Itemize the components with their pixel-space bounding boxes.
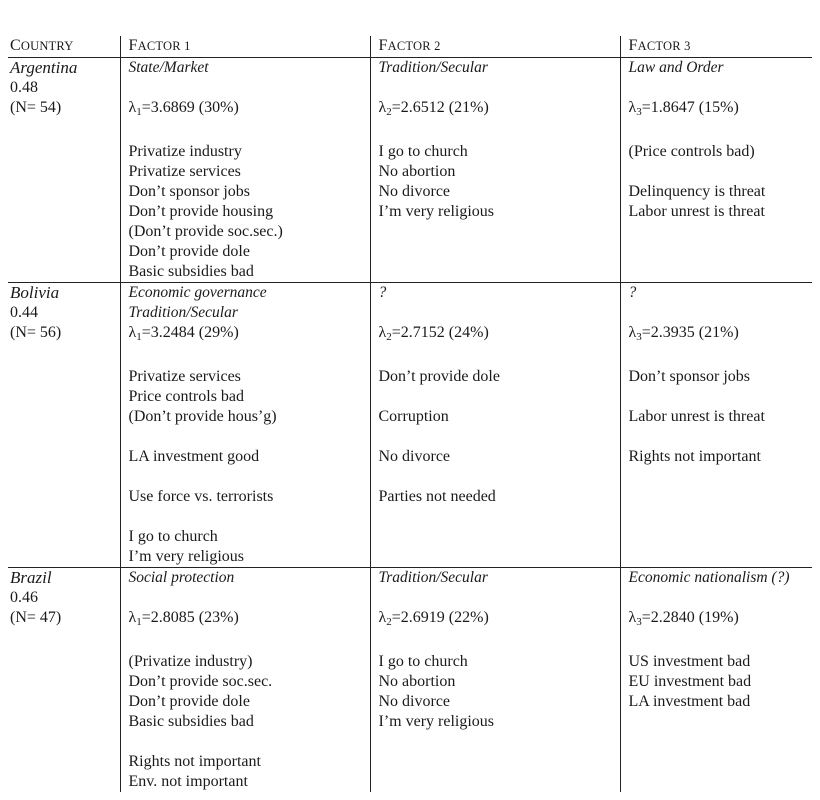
factor-item: Don’t sponsor jobs	[628, 368, 750, 385]
spacer	[129, 507, 370, 527]
factor-item: Use force vs. terrorists	[128, 488, 274, 505]
spacer	[629, 387, 813, 407]
factor-item: I go to church	[378, 143, 468, 160]
country-name: Brazil	[10, 568, 52, 587]
spacer	[129, 732, 370, 752]
factor-item: Don’t sponsor jobs	[128, 183, 250, 200]
factor-label: ?	[628, 284, 637, 301]
eigenvalue	[379, 608, 620, 632]
factor-item: Env. not important	[128, 773, 248, 790]
factor-item: Don’t provide dole	[128, 243, 250, 260]
spacer	[379, 467, 620, 487]
factor-item: I go to church	[128, 528, 218, 545]
factor-item: US investment bad	[628, 653, 751, 670]
factor-item: LA investment good	[128, 448, 260, 465]
country-name: Bolivia	[10, 283, 60, 302]
lambda-subscript: 2	[386, 331, 392, 343]
factor-item: Rights not important	[128, 753, 261, 770]
eigenvalue	[629, 608, 813, 632]
factor-label: ?	[378, 284, 387, 301]
country-cell	[8, 58, 120, 283]
factor-2-cell	[370, 568, 620, 793]
factor-item: Corruption	[378, 408, 449, 425]
spacer	[379, 427, 620, 447]
factor-item: I’m very religious	[378, 713, 495, 730]
factor-item: I go to church	[378, 653, 468, 670]
lambda-symbol: λ	[378, 99, 387, 116]
factor-item: EU investment bad	[628, 673, 752, 690]
factor-table	[8, 36, 812, 792]
eigenvalue	[629, 98, 813, 122]
spacer	[629, 427, 813, 447]
table-row	[8, 568, 812, 793]
factor-2-cell	[370, 283, 620, 568]
eigenvalue-text: =3.2484 (29%)	[141, 324, 239, 341]
eigenvalue	[379, 98, 620, 122]
factor-1-cell	[120, 58, 370, 283]
country-name: Argentina	[10, 58, 78, 77]
factor-label: Social protection	[128, 569, 235, 586]
spacer	[629, 162, 813, 182]
eigenvalue	[379, 323, 620, 347]
spacer	[129, 588, 370, 608]
factor-2-cell	[370, 58, 620, 283]
eigenvalue-text: =2.2840 (19%)	[641, 609, 739, 626]
lambda-subscript: 1	[136, 106, 142, 118]
spacer	[129, 122, 370, 142]
spacer	[129, 78, 370, 98]
spacer	[629, 588, 813, 608]
lambda-symbol: λ	[378, 609, 387, 626]
spacer	[379, 303, 620, 323]
eigenvalue	[629, 323, 813, 347]
table-row	[8, 58, 812, 283]
lambda-subscript: 3	[636, 331, 642, 343]
lambda-subscript: 2	[386, 616, 392, 628]
factor-item: Rights not important	[628, 448, 761, 465]
spacer	[629, 632, 813, 652]
factor-item: Delinquency is threat	[628, 183, 766, 200]
lambda-symbol: λ	[628, 99, 637, 116]
table-body	[8, 58, 812, 793]
header-initial: F	[628, 37, 638, 54]
lambda-symbol: λ	[128, 99, 137, 116]
lambda-subscript: 1	[136, 331, 142, 343]
eigenvalue-text: =2.6512 (21%)	[391, 99, 489, 116]
factor-item: (Privatize industry)	[128, 653, 253, 670]
header-row	[8, 36, 812, 58]
factor-label: Tradition/Secular	[128, 304, 238, 321]
header-rest: ACTOR 3	[637, 39, 691, 53]
spacer	[129, 347, 370, 367]
factor-item: Labor unrest is threat	[628, 203, 765, 220]
country-value: 0.48	[10, 79, 38, 96]
spacer	[379, 122, 620, 142]
factor-item: Privatize services	[128, 163, 241, 180]
header-rest: OUNTRY	[20, 39, 74, 53]
lambda-symbol: λ	[628, 324, 637, 341]
factor-item: Privatize services	[128, 368, 241, 385]
spacer	[379, 588, 620, 608]
header-rest: ACTOR 2	[387, 39, 441, 53]
lambda-subscript: 2	[386, 106, 392, 118]
factor-label: Economic governance	[128, 284, 267, 301]
spacer	[629, 347, 813, 367]
table-row	[8, 283, 812, 568]
table-header	[8, 36, 812, 58]
eigenvalue	[129, 98, 370, 122]
header-initial: C	[10, 37, 21, 54]
spacer	[129, 632, 370, 652]
country-value: 0.44	[10, 304, 38, 321]
factor-label: Tradition/Secular	[378, 59, 488, 76]
lambda-subscript: 1	[136, 616, 142, 628]
header-factor-2	[370, 36, 620, 58]
eigenvalue-text: =3.6869 (30%)	[141, 99, 239, 116]
factor-item: Privatize industry	[128, 143, 242, 160]
header-initial: F	[128, 37, 138, 54]
eigenvalue	[129, 323, 370, 347]
factor-item: Don’t provide dole	[128, 693, 250, 710]
factor-item: (Don’t provide soc.sec.)	[128, 223, 283, 240]
factor-label: Law and Order	[628, 59, 724, 76]
factor-label: Economic nationalism (?)	[628, 569, 790, 586]
lambda-symbol: λ	[128, 324, 137, 341]
factor-item: Don’t provide soc.sec.	[128, 673, 273, 690]
factor-item: Basic subsidies bad	[128, 263, 254, 280]
factor-item: No abortion	[378, 673, 456, 690]
header-rest: ACTOR 1	[137, 39, 191, 53]
country-cell	[8, 568, 120, 793]
factor-item: No divorce	[378, 693, 451, 710]
country-sample-size: (N= 54)	[10, 99, 62, 116]
factor-3-cell	[620, 58, 812, 283]
header-factor-3	[620, 36, 812, 58]
country-sample-size: (N= 56)	[10, 324, 62, 341]
factor-1-cell	[120, 283, 370, 568]
spacer	[379, 78, 620, 98]
eigenvalue-text: =1.8647 (15%)	[641, 99, 739, 116]
lambda-symbol: λ	[628, 609, 637, 626]
factor-item: LA investment bad	[628, 693, 751, 710]
eigenvalue	[129, 608, 370, 632]
factor-item: Don’t provide housing	[128, 203, 274, 220]
factor-item: No abortion	[378, 163, 456, 180]
country-sample-size: (N= 47)	[10, 609, 62, 626]
factor-item: (Price controls bad)	[628, 143, 755, 160]
country-value: 0.46	[10, 589, 38, 606]
spacer	[629, 78, 813, 98]
factor-label: Tradition/Secular	[378, 569, 488, 586]
spacer	[379, 387, 620, 407]
eigenvalue-text: =2.8085 (23%)	[141, 609, 239, 626]
factor-item: Parties not needed	[378, 488, 496, 505]
factor-3-cell	[620, 283, 812, 568]
country-cell	[8, 283, 120, 568]
lambda-symbol: λ	[378, 324, 387, 341]
factor-label: State/Market	[128, 59, 209, 76]
lambda-subscript: 3	[636, 616, 642, 628]
factor-item: Basic subsidies bad	[128, 713, 254, 730]
spacer	[129, 467, 370, 487]
factor-item: I’m very religious	[378, 203, 495, 220]
header-initial: F	[378, 37, 388, 54]
lambda-symbol: λ	[128, 609, 137, 626]
header-country	[8, 36, 120, 58]
factor-item: No divorce	[378, 183, 451, 200]
eigenvalue-text: =2.7152 (24%)	[391, 324, 489, 341]
factor-item: Don’t provide dole	[378, 368, 500, 385]
factor-item: Labor unrest is threat	[628, 408, 765, 425]
factor-item: Price controls bad	[128, 388, 245, 405]
spacer	[629, 122, 813, 142]
factor-item: I’m very religious	[128, 548, 245, 565]
eigenvalue-text: =2.6919 (22%)	[391, 609, 489, 626]
eigenvalue-text: =2.3935 (21%)	[641, 324, 739, 341]
header-factor-1	[120, 36, 370, 58]
factor-1-cell	[120, 568, 370, 793]
lambda-subscript: 3	[636, 106, 642, 118]
factor-item: No divorce	[378, 448, 451, 465]
spacer	[629, 303, 813, 323]
spacer	[379, 347, 620, 367]
factor-item: (Don’t provide hous’g)	[128, 408, 277, 425]
spacer	[129, 427, 370, 447]
factor-3-cell	[620, 568, 812, 793]
spacer	[379, 632, 620, 652]
